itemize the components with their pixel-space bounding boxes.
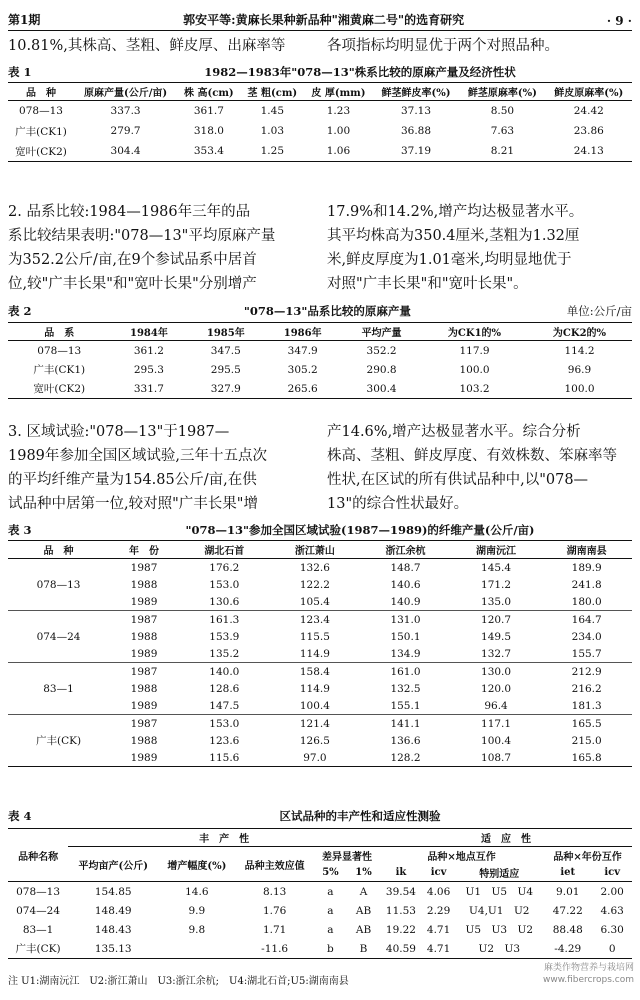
t4-sub-main-effect: 品种主效应值: [235, 847, 313, 882]
t4-cell: U1 U5 U4: [465, 886, 534, 898]
paragraph-3-right-line: 13"的综合性状最好。: [327, 496, 469, 512]
t3-cell: 100.4: [299, 699, 330, 712]
t3-cell: 115.6: [209, 751, 240, 764]
t4-cell: a: [327, 923, 334, 936]
table-row: [8, 920, 632, 939]
t4-cell: 074—24: [16, 904, 61, 917]
t3-cell: 135.0: [481, 595, 512, 608]
t3-header-cell: 浙江萧山: [270, 541, 361, 559]
t4-leaf-header: ik: [380, 864, 422, 882]
t4-cell: 148.49: [94, 904, 132, 917]
table-row: [8, 715, 632, 733]
t2-cell: 114.2: [564, 344, 595, 357]
t4-cell: 39.54: [385, 885, 416, 898]
t4-cell: 83—1: [22, 923, 54, 936]
t3-header-cell: 年 份: [109, 541, 179, 559]
t4-cell: 078—13: [16, 885, 61, 898]
t4-cell: 4.63: [600, 904, 624, 917]
t3-cell: 165.5: [541, 715, 632, 733]
table2-caption: [8, 303, 632, 319]
t2-cell: 361.2: [133, 344, 164, 357]
t2-header-cell: 平均产量: [341, 323, 422, 341]
t3-cell: 140.6: [390, 578, 421, 591]
t3-cell: 132.6: [299, 561, 330, 574]
t3-cell: 131.0: [360, 611, 451, 629]
t2-cell: 广丰(CK1): [33, 364, 86, 376]
t4-cell: 154.85: [94, 885, 132, 898]
t4-head-yield: 丰 产 性: [68, 829, 380, 847]
t3-cell: 215.0: [571, 734, 602, 747]
t4-sub-site-interaction: 品种×地点互作: [427, 852, 496, 863]
t3-cell: 1989: [130, 647, 158, 660]
t4-cell: 4.71: [426, 923, 451, 936]
page-header: [8, 6, 632, 31]
table3-title: "078—13"参加全国区域试验(1987—1989)的纤维产量(公斤/亩): [185, 523, 535, 537]
t3-cell: 115.5: [299, 630, 330, 643]
t2-cell: 290.8: [366, 363, 397, 376]
t3-cell: 180.0: [571, 595, 602, 608]
t3-cell: 120.7: [451, 611, 542, 629]
t1-cell: 1.03: [260, 125, 285, 137]
t3-cell: 1989: [130, 699, 158, 712]
table4-footnote: 注 U1:湖南沅江 U2:浙江萧山 U3:浙江余杭; U4:湖北石首;U5:湖南南县: [8, 976, 349, 987]
t4-cell: A: [359, 885, 368, 898]
t1-header-cell: 品 种: [8, 83, 74, 101]
t3-cell: 164.7: [541, 611, 632, 629]
t4-cell: 148.43: [94, 923, 132, 936]
t3-cell: 145.4: [481, 561, 512, 574]
paragraph-3-left-line: 的平均纤维产量为154.85公斤/亩,在供: [8, 472, 257, 488]
t4-cell: 88.48: [552, 923, 583, 936]
t2-cell: 295.5: [210, 363, 241, 376]
table2-title: "078—13"品系比较的原麻产量: [243, 304, 411, 318]
paragraph-3-left-line: 试品种中居第一位,较对照"广丰长果"增: [8, 496, 258, 512]
t3-cell: 189.9: [571, 561, 602, 574]
t3-cell: 117.1: [451, 715, 542, 733]
t4-cell: 1.76: [262, 904, 287, 917]
t1-cell: 1.25: [260, 145, 285, 157]
t4-cell: 9.9: [188, 904, 206, 917]
t3-cell: 1987: [109, 663, 179, 681]
t3-header-cell: 湖南南县: [541, 541, 632, 559]
t1-header-cell: 鲜茎原麻率(%): [459, 83, 545, 101]
t3-cell: 96.4: [484, 699, 508, 712]
t4-cell: 40.59: [385, 942, 416, 955]
t3-cell: 132.5: [390, 682, 421, 695]
t4-cell: AB: [355, 923, 372, 936]
t4-cell: -11.6: [261, 942, 289, 955]
t3-cell: 149.5: [481, 630, 512, 643]
t4-cell: B: [359, 942, 368, 955]
table3-caption: [8, 522, 632, 538]
t2-header-cell: 品 系: [8, 323, 110, 341]
t3-cell: 161.3: [179, 611, 270, 629]
watermark-line2: www.fibercrops.com: [543, 975, 634, 985]
t4-cell: 2.00: [600, 885, 624, 898]
t4-cell: 6.30: [600, 923, 624, 936]
issue-number: 第1期: [8, 13, 41, 27]
paragraph-1-left: 10.81%,其株高、茎粗、鲜皮厚、出麻率等: [8, 38, 286, 54]
t1-cell: 宽叶(CK2): [15, 145, 67, 158]
t4-sub-year-interaction: 品种×年份互作: [553, 852, 622, 863]
t4-head-variety: 品种名称: [8, 829, 68, 882]
t4-cell: U2 U3: [478, 943, 521, 955]
t3-header-cell: 湖北石首: [179, 541, 270, 559]
t4-cell: 2.29: [426, 904, 451, 917]
t4-cell: 8.13: [262, 885, 287, 898]
t2-cell: 352.2: [366, 344, 397, 357]
t3-cell: 153.9: [209, 630, 240, 643]
t3-cell: 1987: [109, 715, 179, 733]
t1-cell: 1.23: [326, 105, 351, 117]
t4-head-adapt: 适 应 性: [380, 829, 632, 847]
t1-header-cell: 原麻产量(公斤/亩): [74, 83, 177, 101]
t2-cell: 103.2: [459, 382, 490, 395]
table-row: [8, 901, 632, 920]
paragraph-2-right-line: 其平均株高为350.4厘米,茎粗为1.32厘: [327, 228, 580, 244]
paragraph-2-left: [8, 200, 313, 296]
t4-cell: AB: [355, 904, 372, 917]
t2-cell: 078—13: [37, 344, 82, 357]
t3-cell: 1988: [130, 578, 158, 591]
t3-header-cell: 湖南沅江: [451, 541, 542, 559]
t3-cell: 123.6: [209, 734, 240, 747]
t1-cell: 078—13: [19, 105, 63, 117]
t3-cell: 136.6: [390, 734, 421, 747]
t4-leaf-header: 5%: [314, 864, 347, 882]
table2-label: 表 2: [8, 304, 32, 318]
paragraph-3-left-line: 1989年参加全国区域试验,三年十五点次: [8, 448, 268, 464]
t4-cell: 14.6: [185, 885, 209, 898]
t3-cell: 171.2: [481, 578, 512, 591]
t4-leaf-header: icv: [592, 864, 632, 882]
t2-cell: 300.4: [366, 382, 397, 395]
table1-label: 表 1: [8, 65, 32, 79]
t1-cell: 337.3: [110, 105, 141, 117]
paragraph-3-left: [8, 420, 313, 516]
t1-cell: 8.50: [490, 105, 515, 117]
t2-cell: 347.9: [287, 344, 318, 357]
t3-cell: 153.0: [179, 715, 270, 733]
t3-cell: 126.5: [299, 734, 330, 747]
paragraph-3: [8, 420, 632, 516]
table-row: [8, 121, 632, 141]
t2-cell: 宽叶(CK2): [33, 383, 86, 395]
t1-header-cell: 株 高(cm): [177, 83, 240, 101]
table-row: [8, 939, 632, 959]
t2-cell: 327.9: [210, 382, 241, 395]
t3-variety-cell: 广丰(CK): [8, 715, 109, 767]
t1-cell: 23.86: [573, 125, 604, 137]
t1-cell: 37.13: [400, 105, 432, 117]
t4-cell: 47.22: [552, 904, 583, 917]
t3-cell: 155.7: [571, 647, 602, 660]
t1-cell: 36.88: [400, 125, 432, 137]
t3-cell: 123.4: [270, 611, 361, 629]
t4-cell: 0: [608, 942, 616, 955]
t2-cell: 295.3: [133, 363, 164, 376]
t3-variety-cell: 074—24: [8, 611, 109, 663]
page-number: · 9 ·: [606, 14, 632, 28]
t3-cell: 132.7: [481, 647, 512, 660]
t1-cell: 7.63: [490, 125, 515, 137]
paragraph-2-right-line: 对照"广丰长果"和"宽叶长果"。: [327, 276, 528, 292]
table1-title: 1982—1983年"078—13"株系比较的原麻产量及经济性状: [204, 65, 516, 79]
t3-cell: 134.9: [390, 647, 421, 660]
t1-header-cell: 皮 厚(mm): [304, 83, 373, 101]
t4-leaf-header: icv: [422, 864, 456, 882]
t1-cell: 1.06: [326, 145, 351, 157]
t3-cell: 176.2: [209, 561, 240, 574]
t3-cell: 108.7: [481, 751, 512, 764]
t3-cell: 135.2: [209, 647, 240, 660]
t1-cell: 1.45: [260, 105, 285, 117]
paragraph-2: [8, 200, 632, 296]
t4-cell: 9.8: [188, 923, 206, 936]
table4-caption: [8, 808, 632, 824]
t1-cell: 304.4: [110, 145, 141, 157]
t3-cell: 114.9: [299, 682, 330, 695]
t2-cell: 96.9: [567, 363, 592, 376]
t3-cell: 140.0: [179, 663, 270, 681]
table3: [8, 540, 632, 767]
paragraph-3-right: [327, 420, 632, 516]
t3-cell: 97.0: [303, 751, 327, 764]
t3-cell: 1987: [109, 611, 179, 629]
paragraph-1: [8, 34, 632, 58]
t4-cell: 11.53: [385, 904, 416, 917]
t4-cell: U4,U1 U2: [469, 905, 530, 917]
table-row: [8, 882, 632, 902]
paragraph-3-right-line: 株高、茎粗、鲜皮厚度、有效株数、笨麻率等: [327, 448, 617, 464]
t4-cell: 广丰(CK): [15, 943, 61, 955]
t3-cell: 181.3: [571, 699, 602, 712]
t1-cell: 361.7: [193, 105, 224, 117]
watermark-line1: 麻类作物营养与栽培网: [543, 963, 634, 973]
table-row: [8, 141, 632, 162]
t3-cell: 140.9: [390, 595, 421, 608]
t1-header-cell: 茎 粗(cm): [241, 83, 304, 101]
table-row: [8, 611, 632, 629]
t3-cell: 1987: [130, 561, 158, 574]
t2-header-cell: 1986年: [264, 323, 341, 341]
t2-cell: 117.9: [459, 344, 490, 357]
t4-cell: a: [327, 904, 334, 917]
t3-cell: 130.6: [209, 595, 240, 608]
t1-cell: 279.7: [110, 125, 141, 137]
paragraph-2-left-line: 为352.2公斤/亩,在9个参试品系中居首: [8, 252, 257, 268]
t3-cell: 114.9: [299, 647, 330, 660]
t2-header-cell: 为CK1的%: [422, 323, 527, 341]
t1-cell: 24.42: [573, 105, 604, 117]
t1-cell: 24.13: [573, 145, 604, 157]
t4-cell: 4.06: [426, 885, 451, 898]
t3-cell: 148.7: [390, 561, 421, 574]
t1-cell: 1.00: [326, 125, 351, 137]
table-row: [8, 559, 632, 577]
t3-cell: 165.8: [571, 751, 602, 764]
table4-title: 区试品种的丰产性和适应性测验: [279, 809, 441, 823]
table4-label: 表 4: [8, 809, 32, 823]
t4-cell: 4.71: [426, 942, 451, 955]
paragraph-2-right: [327, 200, 632, 296]
t3-cell: 153.0: [209, 578, 240, 591]
t3-cell: 1988: [130, 682, 158, 695]
t3-cell: 241.8: [571, 578, 602, 591]
table-row: [8, 379, 632, 399]
t4-cell: [158, 939, 235, 959]
t3-header-cell: 浙江余杭: [360, 541, 451, 559]
t3-cell: 216.2: [571, 682, 602, 695]
t3-cell: 120.0: [481, 682, 512, 695]
t4-sub-significance: 差异显著性: [321, 852, 372, 863]
t4-sub-yield: 平均亩产(公斤): [68, 847, 158, 882]
t1-header-cell: 鲜皮原麻率(%): [546, 83, 632, 101]
table3-label: 表 3: [8, 523, 32, 537]
table-row: [8, 360, 632, 379]
t3-cell: 155.1: [390, 699, 421, 712]
t3-cell: 122.2: [299, 578, 330, 591]
t3-cell: 147.5: [209, 699, 240, 712]
t2-header-cell: 1984年: [110, 323, 187, 341]
t2-cell: 347.5: [210, 344, 241, 357]
t4-cell: 9.01: [556, 885, 580, 898]
t3-cell: 1988: [130, 630, 158, 643]
t1-cell: 37.19: [400, 145, 432, 157]
t3-cell: 161.0: [360, 663, 451, 681]
t3-cell: 1988: [130, 734, 158, 747]
t3-cell: 234.0: [571, 630, 602, 643]
t2-header-cell: 1985年: [187, 323, 264, 341]
paragraph-2-right-line: 米,鲜皮厚度为1.01毫米,均明显地优于: [327, 252, 572, 268]
paragraph-3-left-line: 3. 区域试验:"078—13"于1987—: [8, 424, 230, 440]
t4-cell: -4.29: [554, 942, 582, 955]
table2: [8, 322, 632, 399]
table4: [8, 828, 632, 959]
t4-leaf-header: iet: [543, 864, 592, 882]
t4-cell: b: [327, 942, 334, 955]
paragraph-2-left-line: 系比较结果表明:"078—13"平均原麻产量: [8, 228, 276, 244]
t1-header-cell: 鲜茎鲜皮率(%): [373, 83, 459, 101]
table-row: [8, 663, 632, 681]
t1-cell: 353.4: [193, 145, 224, 157]
t2-header-cell: 为CK2的%: [527, 323, 632, 341]
table1-caption: [8, 64, 632, 80]
t2-cell: 305.2: [287, 363, 318, 376]
t3-cell: 128.2: [390, 751, 421, 764]
table-row: [8, 101, 632, 122]
running-title: 郭安平等:黄麻长果种新品种"湘黄麻二号"的选育研究: [183, 13, 465, 27]
paragraph-2-left-line: 2. 品系比较:1984—1986年三年的品: [8, 204, 251, 220]
t4-cell: 1.71: [262, 923, 287, 936]
t2-cell: 265.6: [287, 382, 318, 395]
t3-cell: 130.0: [451, 663, 542, 681]
t2-cell: 331.7: [133, 382, 164, 395]
paragraph-3-right-line: 产14.6%,增产达极显著水平。综合分析: [327, 424, 581, 440]
paragraph-2-left-line: 位,较"广丰长果"和"宽叶长果"分别增产: [8, 276, 257, 292]
t4-leaf-header: 1%: [347, 864, 380, 882]
t4-cell: 135.13: [94, 942, 132, 955]
table-row: [8, 341, 632, 361]
t3-cell: 128.6: [209, 682, 240, 695]
table1: [8, 82, 632, 162]
t2-cell: 100.0: [564, 382, 595, 395]
t4-leaf-header: 特别适应: [455, 864, 543, 882]
t4-cell: U5 U3 U2: [465, 924, 534, 936]
watermark: [543, 962, 634, 986]
t3-cell: 1989: [130, 751, 158, 764]
table2-unit: 单位:公斤/亩: [566, 304, 632, 318]
t4-cell: a: [327, 885, 334, 898]
t2-cell: 100.0: [459, 363, 490, 376]
t1-cell: 318.0: [193, 125, 224, 137]
paragraph-1-right: 各项指标均明显优于两个对照品种。: [327, 38, 559, 54]
t3-variety-cell: 83—1: [8, 663, 109, 715]
t3-cell: 212.9: [541, 663, 632, 681]
t3-cell: 1989: [130, 595, 158, 608]
t3-variety-cell: 078—13: [36, 578, 81, 591]
t4-cell: 19.22: [385, 923, 416, 936]
paragraph-2-right-line: 17.9%和14.2%,增产均达极显著水平。: [327, 204, 584, 220]
t4-sub-increase: 增产幅度(%): [158, 847, 235, 882]
t3-cell: 158.4: [270, 663, 361, 681]
t3-cell: 150.1: [390, 630, 421, 643]
paragraph-3-right-line: 性状,在区试的所有供试品种中,以"078—: [327, 472, 589, 488]
t3-header-cell: 品 种: [8, 541, 109, 559]
t3-cell: 105.4: [299, 595, 330, 608]
t3-cell: 121.4: [270, 715, 361, 733]
t1-cell: 广丰(CK1): [15, 125, 67, 138]
t3-cell: 141.1: [360, 715, 451, 733]
t3-cell: 100.4: [481, 734, 512, 747]
t1-cell: 8.21: [490, 145, 515, 157]
